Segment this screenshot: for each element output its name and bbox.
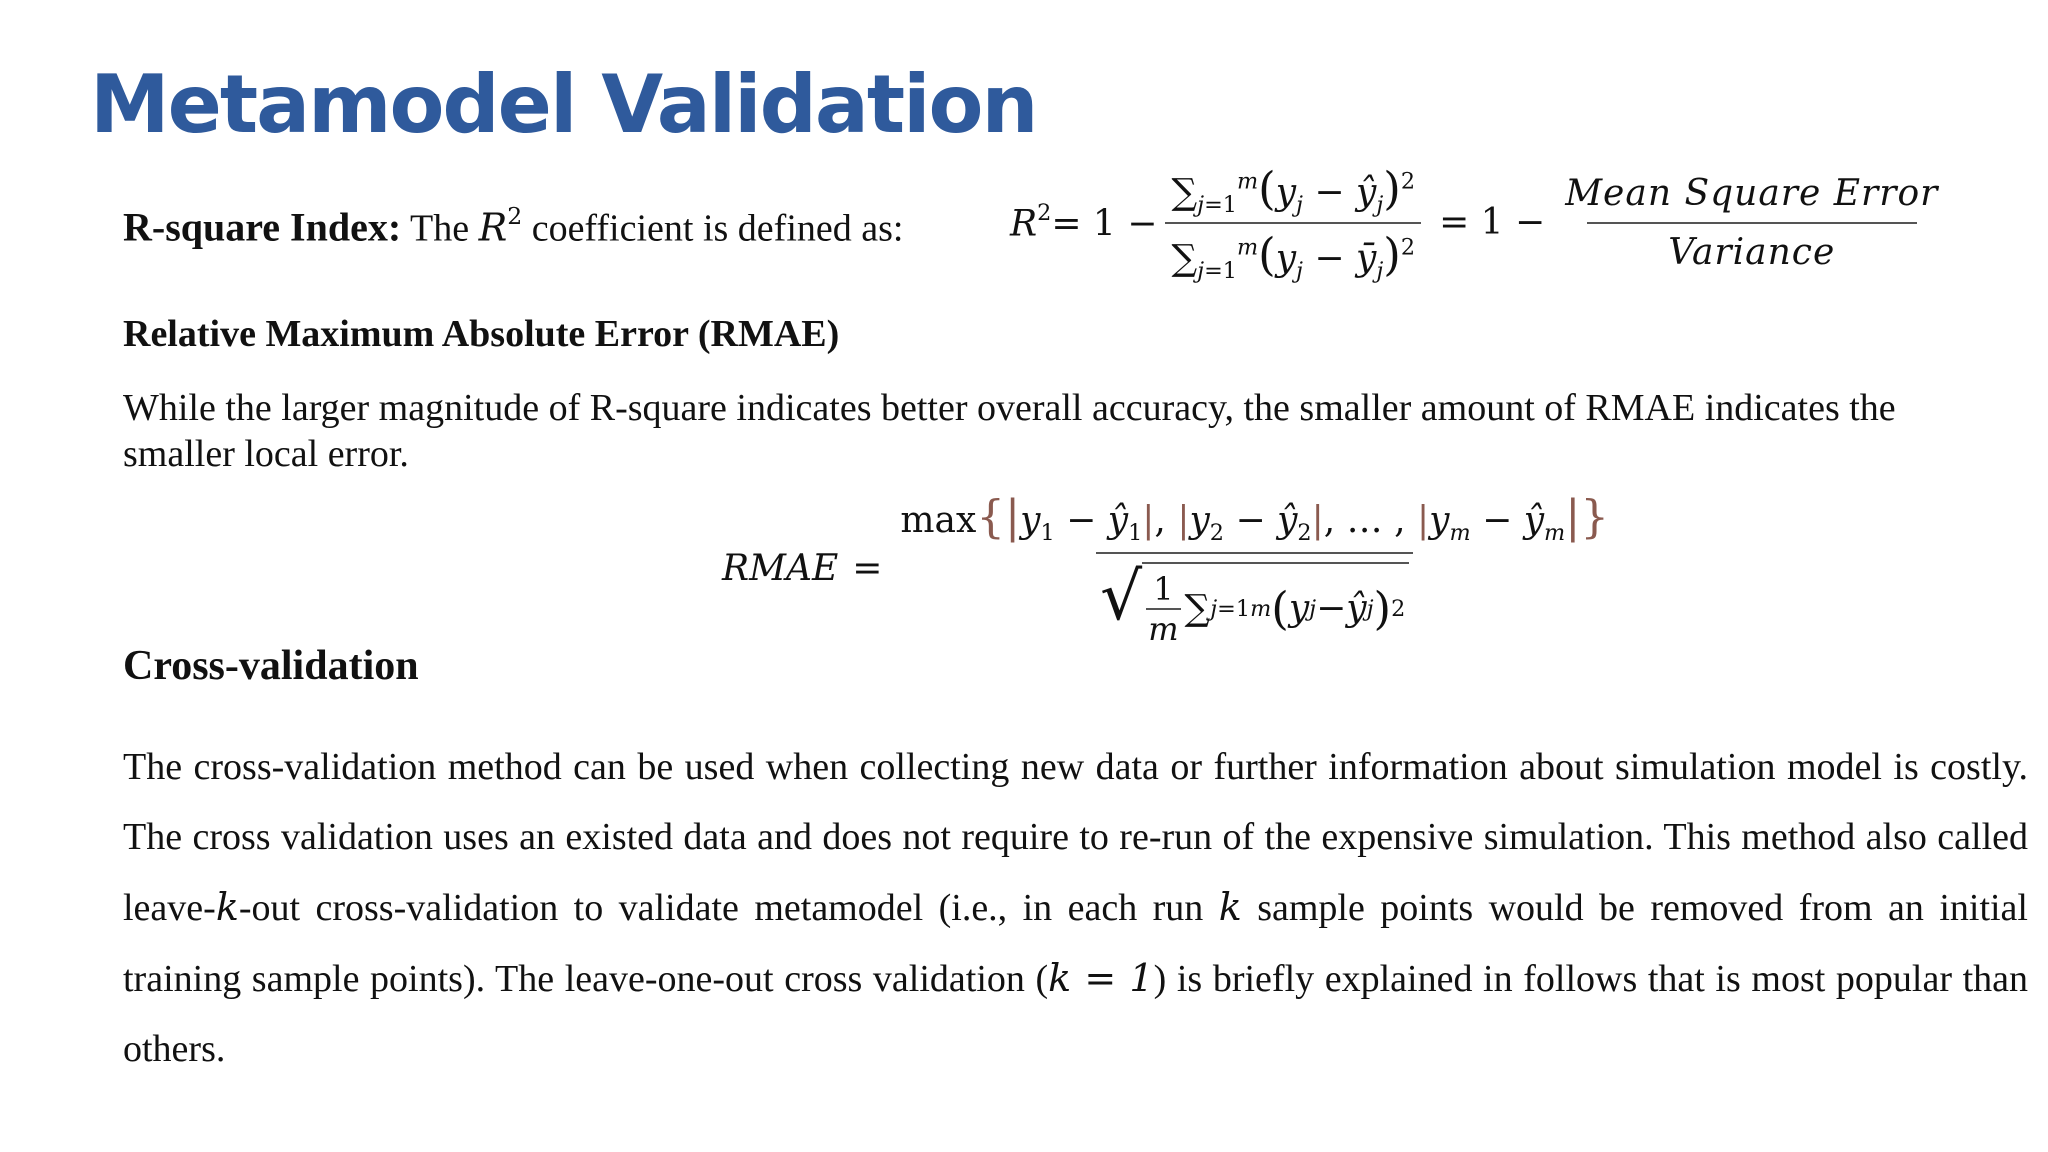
rsquare-symbol: R xyxy=(478,205,508,250)
rmae-denominator xyxy=(1096,552,1413,648)
rsquare-intro xyxy=(123,202,903,250)
cv-k-2: k xyxy=(1218,885,1242,929)
formula-r2-lhs: $R^2= 1$ − xyxy=(1010,200,1158,246)
cross-validation-paragraph xyxy=(123,732,2028,1084)
rmae-lhs: RMAE xyxy=(722,548,839,590)
cross-validation-heading: Cross-validation xyxy=(123,643,419,689)
rmae-numerator: $\max\{|y_1$ − $ŷ_1|$, $|y_2$ − $ŷ_2|$, … , $|y_m$ − $ŷ_m|$} xyxy=(900,490,1609,546)
cv-text-3: sample points would be removed from an initial training sample points). The leave-one-out cross validation ( xyxy=(123,887,2028,1000)
cv-text-1: The cross-validation method can be used when collecting new data or further information about simulation model is costly. The cross validation uses an existed data and does not require to re-run of the expensive simulation. This method also called leave- xyxy=(123,746,2028,929)
rsquare-exponent: 2 xyxy=(507,202,523,230)
formula-r2-numerator: $\sum_{j=1}^m(y_j$ − $ŷ_j)^2$ xyxy=(1171,162,1416,218)
rsquare-heading: R-square Index: xyxy=(123,204,402,250)
cv-text-2: -out cross-validation to validate metamodel (i.e., in each run xyxy=(238,887,1219,929)
rsquare-formula xyxy=(1010,162,1948,284)
rmae-formula xyxy=(722,490,1613,648)
page-title: Metamodel Validation xyxy=(90,58,1037,151)
rmae-paragraph: While the larger magnitude of R-square indicates better overall accuracy, the smaller amount of RMAE indicates the smaller local error. xyxy=(123,387,1896,475)
rmae-fraction xyxy=(896,490,1613,648)
rsquare-text-after: coefficient is defined as: xyxy=(522,207,904,250)
cv-k-eq: k = 1 xyxy=(1048,956,1154,1000)
formula-r2-equals: = 1 − xyxy=(1439,202,1546,244)
formula-r2-ratio xyxy=(1555,173,1948,273)
rmae-equals: = xyxy=(852,548,883,590)
max-word: max xyxy=(900,500,977,541)
rmae-heading: Relative Maximum Absolute Error (RMAE) xyxy=(123,313,840,355)
formula-r2-denominator: $\sum_{j=1}^m(y_j$ − $ȳ_j)^2$ xyxy=(1165,222,1421,284)
variance-label: Variance xyxy=(1587,222,1917,273)
cv-k-1: k xyxy=(215,885,239,929)
formula-r2-fraction xyxy=(1165,162,1421,284)
sqrt: √ $\frac{1}{m}$ ∑ j=1 m ( y j − ŷ j ) 2 xyxy=(1100,562,1409,648)
cv-text-4: ) is briefly explained in follows that is most popular than others. xyxy=(123,958,2029,1070)
mse-label: Mean Square Error xyxy=(1565,172,1939,214)
rsquare-text-before: The xyxy=(410,207,479,250)
